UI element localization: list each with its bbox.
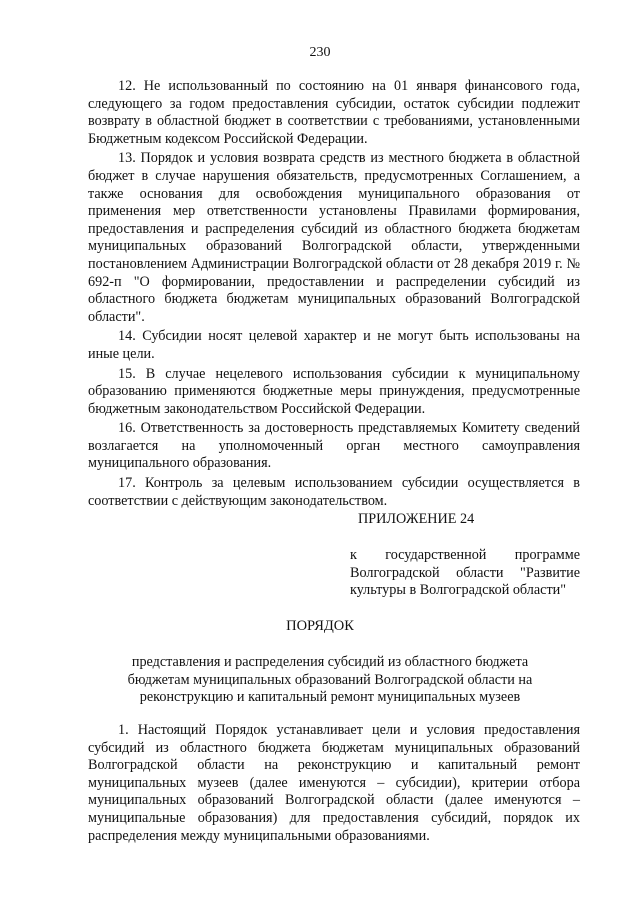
- paragraph-14: 14. Субсидии носят целевой характер и не могут быть использованы на иные цели.: [88, 328, 580, 362]
- order-subtitle: представления и распределения субсидий из областного бюджета бюджетам муниципальных образований Волгоградской области на реконструкцию и капитальный ремонт муниципальных музеев: [127, 654, 533, 706]
- appendix-title: ПРИЛОЖЕНИЕ 24: [358, 511, 475, 527]
- body-text-top: [88, 78, 580, 510]
- order-heading: ПОРЯДОК: [286, 618, 354, 634]
- body-text-bottom: [88, 722, 580, 845]
- paragraph-16: 16. Ответственность за достоверность представляемых Комитету сведений возлагается на уполномоченный орган местного самоуправления муниципального образования.: [88, 420, 580, 472]
- paragraph-13: 13. Порядок и условия возврата средств из местного бюджета в областной бюджет в случае нарушения обязательств, предусмотренных Соглашением, а также основания для освобождения муниципального образования от применения мер ответственности установлены Правилами формирования, предоставления и распределения субсидий из областного бюджета бюджетам муниципальных образований Волгоградской области, утвержденными постановлением Администрации Волгоградской области от 28 декабря 2019 г. № 692-п "О формировании, предоставлении и распределении субсидий из областного бюджета бюджетам муниципальных образований Волгоградской области".: [88, 150, 580, 325]
- paragraph-1: 1. Настоящий Порядок устанавливает цели и условия предоставления субсидий из областного бюджета бюджетам муниципальных образований Волгоградской области на реконструкцию и капитальный ремонт муниципальных музеев (далее именуются – субсидии), критерии отбора муниципальных образований Волгоградской области (далее именуются – муниципальные образования) для предоставления субсидий, порядок их распределения между муниципальными образованиями.: [88, 722, 580, 844]
- paragraph-12: 12. Не использованный по состоянию на 01 января финансового года, следующего за годом предоставления субсидии, остаток субсидии подлежит возврату в областной бюджет в соответствии с требованиями, установленными Бюджетным кодексом Российской Федерации.: [88, 78, 580, 147]
- paragraph-15: 15. В случае нецелевого использования субсидии к муниципальному образованию применяются бюджетные меры принуждения, предусмотренные бюджетным законодательством Российской Федерации.: [88, 365, 580, 417]
- paragraph-17: 17. Контроль за целевым использованием субсидии осуществляется в соответствии с действующим законодательством.: [88, 475, 580, 509]
- page-number: 230: [309, 45, 331, 60]
- appendix-reference: к государственной программе Волгоградской области "Развитие культуры в Волгоградской области": [350, 547, 580, 599]
